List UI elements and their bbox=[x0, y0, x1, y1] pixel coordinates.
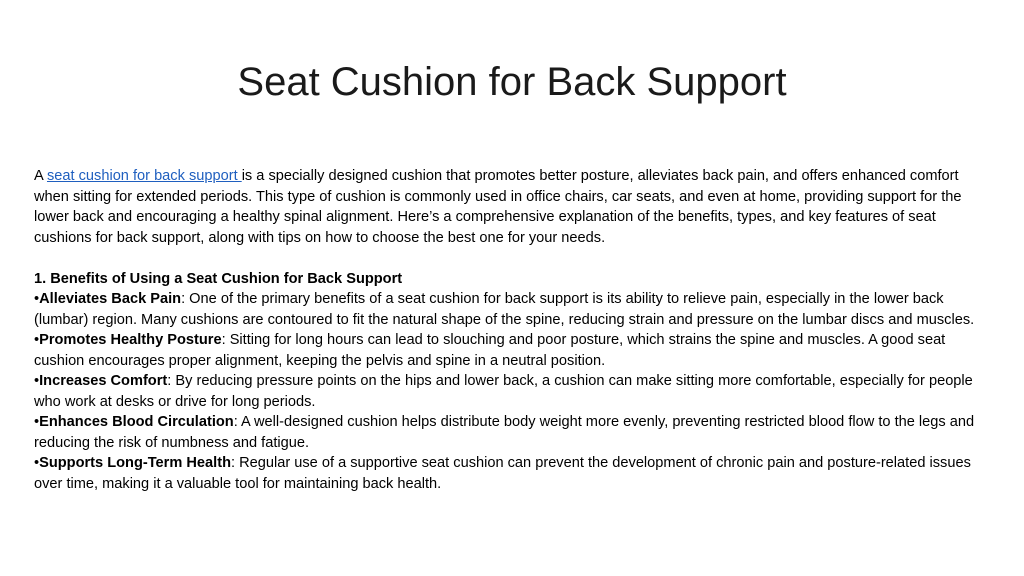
intro-paragraph bbox=[34, 166, 990, 248]
bullet-marker: • bbox=[34, 414, 40, 430]
bullet-item-circulation bbox=[34, 412, 990, 453]
bullet-item-comfort bbox=[34, 371, 990, 412]
bullet-term: Supports Long-Term Health bbox=[39, 455, 231, 471]
paragraph-spacer bbox=[34, 248, 990, 269]
bullet-term: Promotes Healthy Posture bbox=[39, 332, 222, 348]
page-title: Seat Cushion for Back Support bbox=[237, 60, 787, 104]
bullet-marker: • bbox=[34, 332, 40, 348]
bullet-term: Alleviates Back Pain bbox=[39, 291, 182, 307]
intro-text: is a specially designed cushion that promotes better posture, alleviates back pain, and offers enhanced comfort when sitting for extended periods. This type of cushion is commonly used in office chairs, car seats, and even at home, providing support for the lower back and encouraging a healthy spinal alignment. Here’s a comprehensive explanation of the benefits, types, and key features of seat cushions for back support, along with tips on how to choose the best one for your needs. bbox=[34, 168, 962, 246]
section-heading: 1. Benefits of Using a Seat Cushion for Back Support bbox=[34, 270, 403, 287]
bullet-item-long-term-health bbox=[34, 453, 990, 494]
bullet-text: : By reducing pressure points on the hips and lower back, a cushion can make sitting more comfortable, especially for people who work at desks or drive for long periods. bbox=[34, 373, 973, 410]
bullet-text: : A well-designed cushion helps distribute body weight more evenly, preventing restricted blood flow to the legs and reducing the risk of numbness and fatigue. bbox=[34, 414, 975, 451]
bullet-item-posture bbox=[34, 330, 990, 371]
bullet-marker: • bbox=[34, 291, 40, 307]
slide-body bbox=[34, 166, 990, 494]
bullet-item-back-pain bbox=[34, 289, 990, 330]
seat-cushion-link[interactable]: seat cushion for back support bbox=[46, 168, 242, 184]
bullet-marker: • bbox=[34, 455, 40, 471]
bullet-term: Increases Comfort bbox=[39, 373, 168, 389]
bullet-text: : Sitting for long hours can lead to slouching and poor posture, which strains the spine and muscles. A good seat cushion encourages proper alignment, keeping the pelvis and spine in a neutral position. bbox=[34, 332, 946, 369]
bullet-text: : Regular use of a supportive seat cushion can prevent the development of chronic pain and posture-related issues over time, making it a valuable tool for maintaining back health. bbox=[34, 455, 971, 492]
intro-prefix: A bbox=[34, 168, 47, 184]
bullet-term: Enhances Blood Circulation bbox=[39, 414, 234, 430]
bullet-text: : One of the primary benefits of a seat cushion for back support is its ability to relieve pain, especially in the lower back (lumbar) region. Many cushions are contoured to fit the natural shape of the spine, reducing strain and pressure on the lumbar discs and muscles. bbox=[34, 291, 975, 328]
bullet-marker: • bbox=[34, 373, 40, 389]
